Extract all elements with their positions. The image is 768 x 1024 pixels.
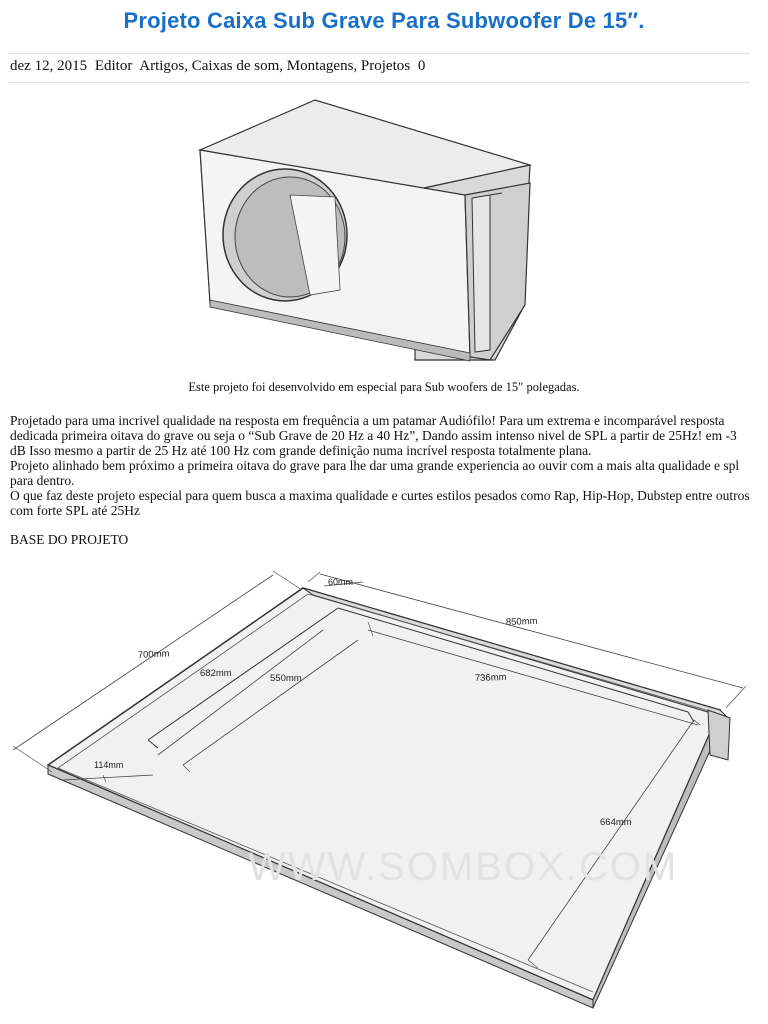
post-categories[interactable]: Artigos, Caixas de som, Montagens, Projetos (139, 58, 411, 74)
figure-caption: Este projeto foi desenvolvido em especial para Sub woofers de 15″ polegadas. (188, 380, 580, 394)
dim-550: 550mm (270, 673, 302, 684)
dim-700: 700mm (137, 648, 170, 661)
paragraph-1: Projetado para uma incrivel qualidade na resposta em frequência a um patamar Audiófilo! Para um extrema e incomparável resposta dedicada primeira oitava do grave ou seja o “Sub Grave de 20 Hz a 40 Hz”, Dando assim intenso nivel de SPL a partir de 25Hz! em -3 dB Isso mesmo a partir de 25 Hz até 100 Hz com grande definição numa incrível resposta totalmente plana. (10, 413, 737, 458)
watermark: WWW.SOMBOX.COM (248, 845, 679, 889)
paragraph-3: O que faz deste projeto especial para quem busca a maxima qualidade e curtes estilos pesados como Rap, Hip-Hop, Dubstep entre outros com forte SPL até 25Hz (10, 488, 750, 518)
dim-850: 850mm (505, 615, 538, 628)
post-author[interactable]: Editor (94, 58, 133, 74)
article-body (10, 413, 755, 518)
comment-count[interactable]: 0 (417, 58, 426, 74)
section-heading: BASE DO PROJETO (10, 532, 129, 547)
post-date: dez 12, 2015 (10, 58, 88, 74)
dim-114: 114mm (94, 760, 124, 770)
subwoofer-box-illustration (190, 95, 560, 370)
page-title: Projeto Caixa Sub Grave Para Subwoofer De 15″. (123, 8, 645, 33)
base-plate-drawing (8, 560, 760, 1020)
dim-664: 664mm (600, 817, 632, 828)
dim-60: 60mm (328, 577, 354, 587)
post-meta (10, 58, 429, 75)
dim-682: 682mm (200, 668, 232, 679)
dim-736: 736mm (474, 671, 507, 684)
paragraph-2: Projeto alinhado bem próximo a primeira oitava do grave para lhe dar uma grande experiencia ao ouvir com a mais alta qualidade e spl para dentro. (10, 458, 740, 488)
